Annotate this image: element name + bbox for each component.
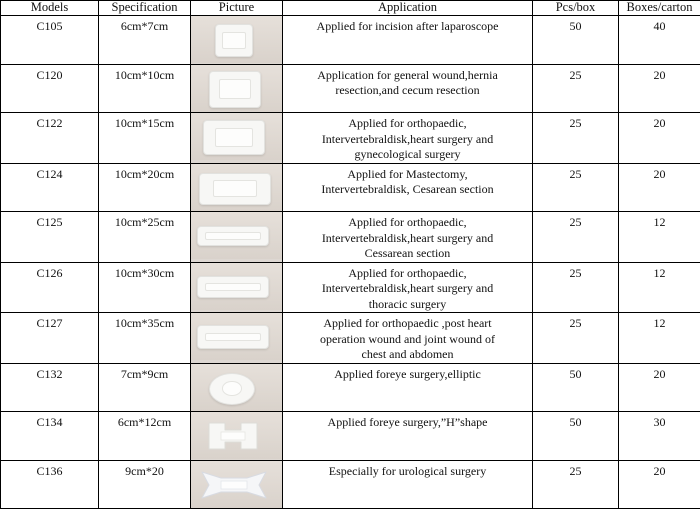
picture-cell: [191, 16, 283, 65]
application-line: Applied for incision after laparoscope: [283, 19, 532, 35]
spec-cell: 10cm*15cm: [99, 113, 191, 164]
elliptic-dressing-icon: [209, 373, 255, 405]
model-cell: C105: [1, 16, 99, 65]
model-cell: C132: [1, 363, 99, 412]
application-cell: [283, 113, 533, 164]
header-application: Application: [283, 1, 533, 16]
application-line: Intervertebraldisk,heart surgery and: [283, 132, 532, 148]
table-row: [1, 460, 700, 509]
application-line: Especially for urological surgery: [283, 464, 532, 480]
strip-dressing-icon: [197, 325, 269, 349]
boxes-carton-cell: 12: [619, 212, 700, 263]
application-line: operation wound and joint wound of: [283, 332, 532, 348]
pcs-box-cell: 25: [533, 313, 619, 364]
pcs-box-cell: 50: [533, 412, 619, 461]
application-line: gynecological surgery: [283, 147, 532, 163]
table-row: [1, 64, 700, 113]
picture-cell: [191, 412, 283, 461]
application-line: chest and abdomen: [283, 347, 532, 363]
boxes-carton-cell: 20: [619, 163, 700, 212]
spec-cell: 9cm*20: [99, 460, 191, 509]
table-row: [1, 262, 700, 313]
header-models: Models: [1, 1, 99, 16]
header-pcs-box: Pcs/box: [533, 1, 619, 16]
picture-cell: [191, 313, 283, 364]
boxes-carton-cell: 20: [619, 64, 700, 113]
boxes-carton-cell: 20: [619, 460, 700, 509]
model-cell: C120: [1, 64, 99, 113]
pcs-box-cell: 25: [533, 212, 619, 263]
spec-cell: 10cm*30cm: [99, 262, 191, 313]
application-cell: [283, 262, 533, 313]
boxes-carton-cell: 12: [619, 313, 700, 364]
header-boxes-carton: Boxes/carton: [619, 1, 700, 16]
application-cell: [283, 16, 533, 65]
strip-dressing-icon: [197, 226, 269, 246]
application-cell: [283, 412, 533, 461]
pcs-box-cell: 25: [533, 163, 619, 212]
application-line: Applied foreye surgery,”H”shape: [283, 415, 532, 431]
header-picture: Picture: [191, 1, 283, 16]
spec-cell: 10cm*25cm: [99, 212, 191, 263]
pcs-box-cell: 25: [533, 460, 619, 509]
strip-dressing-icon: [197, 276, 269, 298]
spec-cell: 10cm*10cm: [99, 64, 191, 113]
pcs-box-cell: 25: [533, 64, 619, 113]
application-line: Applied for Mastectomy,: [283, 167, 532, 183]
spec-cell: 7cm*9cm: [99, 363, 191, 412]
picture-cell: [191, 113, 283, 164]
pcs-box-cell: 25: [533, 113, 619, 164]
spec-cell: 10cm*20cm: [99, 163, 191, 212]
boxes-carton-cell: 20: [619, 113, 700, 164]
application-cell: [283, 313, 533, 364]
model-cell: C124: [1, 163, 99, 212]
application-line: Intervertebraldisk,heart surgery and: [283, 231, 532, 247]
table-row: [1, 163, 700, 212]
picture-cell: [191, 64, 283, 113]
application-line: Cessarean section: [283, 246, 532, 262]
picture-cell: [191, 262, 283, 313]
model-cell: C134: [1, 412, 99, 461]
boxes-carton-cell: 20: [619, 363, 700, 412]
application-cell: [283, 163, 533, 212]
application-line: Intervertebraldisk, Cesarean section: [283, 182, 532, 198]
table-row: [1, 16, 700, 65]
pcs-box-cell: 50: [533, 16, 619, 65]
model-cell: C136: [1, 460, 99, 509]
boxes-carton-cell: 30: [619, 412, 700, 461]
table-row: [1, 113, 700, 164]
picture-cell: [191, 363, 283, 412]
application-line: Applied foreye surgery,elliptic: [283, 367, 532, 383]
wide-dressing-icon: [199, 173, 271, 205]
rect-small-dressing-icon: [215, 24, 253, 57]
h-shape-dressing-icon: [207, 421, 259, 451]
pcs-box-cell: 25: [533, 262, 619, 313]
header-specification: Specification: [99, 1, 191, 16]
square-dressing-icon: [209, 71, 261, 108]
model-cell: C127: [1, 313, 99, 364]
boxes-carton-cell: 40: [619, 16, 700, 65]
x-shape-dressing-icon: [199, 469, 269, 501]
header-row: [1, 1, 700, 16]
application-line: Application for general wound,hernia: [283, 68, 532, 84]
application-line: Applied for orthopaedic,: [283, 266, 532, 282]
picture-cell: [191, 163, 283, 212]
spec-cell: 6cm*7cm: [99, 16, 191, 65]
application-line: Applied for orthopaedic,: [283, 215, 532, 231]
table-row: [1, 412, 700, 461]
pcs-box-cell: 50: [533, 363, 619, 412]
application-cell: [283, 460, 533, 509]
table-row: [1, 212, 700, 263]
spec-cell: 10cm*35cm: [99, 313, 191, 364]
spec-cell: 6cm*12cm: [99, 412, 191, 461]
picture-cell: [191, 212, 283, 263]
application-cell: [283, 212, 533, 263]
model-cell: C122: [1, 113, 99, 164]
application-line: thoracic surgery: [283, 297, 532, 313]
rect-dressing-icon: [203, 120, 265, 155]
application-line: Intervertebraldisk,heart surgery and: [283, 281, 532, 297]
table-row: [1, 363, 700, 412]
application-line: resection,and cecum resection: [283, 83, 532, 99]
application-line: Applied for orthopaedic ,post heart: [283, 316, 532, 332]
model-cell: C125: [1, 212, 99, 263]
picture-cell: [191, 460, 283, 509]
boxes-carton-cell: 12: [619, 262, 700, 313]
application-cell: [283, 363, 533, 412]
model-cell: C126: [1, 262, 99, 313]
application-cell: [283, 64, 533, 113]
application-line: Applied for orthopaedic,: [283, 116, 532, 132]
table-row: [1, 313, 700, 364]
